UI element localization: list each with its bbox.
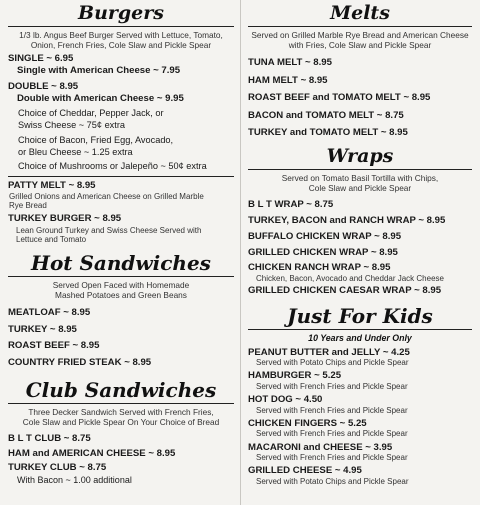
- kids-item: [244, 465, 476, 486]
- menu-item-chicken-ranch-wrap: CHICKEN RANCH WRAP ~ 8.95: [248, 261, 391, 273]
- menu-item-turkey-burger: TURKEY BURGER ~ 8.95: [8, 213, 122, 225]
- left-column: [4, 0, 238, 486]
- chicken-fingers-desc: Served with French Fries and Pickle Spear: [256, 429, 408, 439]
- choice-cheese-1: Choice of Cheddar, Pepper Jack, or: [18, 108, 164, 119]
- hot-intro-2: Mashed Potatoes and Green Beans: [55, 290, 187, 301]
- kids-item: [244, 347, 476, 368]
- column-divider: [240, 0, 241, 505]
- menu-item-double: DOUBLE ~ 8.95: [8, 80, 79, 92]
- grilled-cheese-desc: Served with Potato Chips and Pickle Spear: [256, 476, 409, 486]
- choice-bacon-1: Choice of Bacon, Fried Egg, Avocado,: [18, 134, 174, 145]
- melts-intro-1: Served on Grilled Marble Rye Bread and American Cheese: [251, 30, 469, 40]
- hamburger-desc: Served with French Fries and Pickle Spear: [256, 381, 408, 391]
- burgers-heading: Burgers: [78, 2, 164, 24]
- menu-item-turkey: TURKEY ~ 8.95: [8, 323, 77, 335]
- choice-bacon-2: or Bleu Cheese ~ 1.25 extra: [18, 147, 133, 158]
- kids-item: [244, 394, 476, 415]
- menu-item-turkey-bacon-ranch-wrap: TURKEY, BACON and RANCH WRAP ~ 8.95: [248, 214, 446, 226]
- turkey-burger-desc-2: Lettuce and Tomato: [16, 234, 87, 244]
- melts-rule: [248, 26, 472, 27]
- menu-item-roast-beef-melt: ROAST BEEF and TOMATO MELT ~ 8.95: [248, 92, 431, 103]
- club-rule: [8, 403, 234, 404]
- kids-rule: [248, 329, 472, 330]
- kids-item: [244, 418, 476, 439]
- menu-item-turkey-tomato-melt: TURKEY and TOMATO MELT ~ 8.95: [248, 127, 408, 138]
- menu-item-mac-cheese: MACARONI and CHEESE ~ 3.95: [248, 441, 393, 453]
- wraps-intro-2: Cole Slaw and Pickle Spear: [308, 182, 412, 193]
- turkey-burger-desc-1: Lean Ground Turkey and Swiss Cheese Served with: [16, 225, 202, 235]
- kids-heading: Just For Kids: [287, 303, 433, 328]
- wraps-heading: Wraps: [326, 144, 394, 167]
- hot-rule: [8, 276, 234, 277]
- menu-item-ham-cheese: HAM and AMERICAN CHEESE ~ 8.95: [8, 448, 176, 460]
- menu-item-blt-club: B L T CLUB ~ 8.75: [8, 433, 91, 445]
- club-intro-1: Three Decker Sandwich Served with French Fries,: [28, 407, 214, 418]
- menu-item-caesar-wrap: GRILLED CHICKEN CAESAR WRAP ~ 8.95: [248, 284, 442, 296]
- club-sandwiches-heading: Club Sandwiches: [25, 378, 217, 403]
- hot-sandwiches-heading: Hot Sandwiches: [31, 251, 211, 276]
- wraps-rule: [248, 169, 472, 170]
- menu-item-hamburger: HAMBURGER ~ 5.25: [248, 370, 342, 382]
- patty-melt-desc-1: Grilled Onions and American Cheese on Grilled Marble: [9, 191, 204, 201]
- menu-item-meatloaf: MEATLOAF ~ 8.95: [8, 307, 91, 319]
- bacon-addon: With Bacon ~ 1.00 additional: [17, 475, 132, 486]
- menu-item-turkey-club: TURKEY CLUB ~ 8.75: [8, 462, 107, 474]
- menu-item-grilled-chicken-wrap: GRILLED CHICKEN WRAP ~ 8.95: [248, 246, 398, 258]
- menu-item-pbj: PEANUT BUTTER and JELLY ~ 4.25: [248, 346, 410, 358]
- burgers-intro-2: Onion, French Fries, Cole Slaw and Pickle Spear: [30, 40, 212, 50]
- burgers-intro-1: 1/3 lb. Angus Beef Burger Served with Lettuce, Tomato,: [19, 30, 223, 40]
- choice-mushrooms: Choice of Mushrooms or Jalepeño ~ 50¢ extra: [18, 161, 207, 172]
- hot-intro-1: Served Open Faced with Homemade: [52, 280, 190, 291]
- burgers-rule: [8, 26, 234, 27]
- chicken-ranch-desc: Chicken, Bacon, Avocado and Cheddar Jack Cheese: [256, 273, 444, 283]
- menu-item-blt-wrap: B L T WRAP ~ 8.75: [248, 198, 334, 210]
- melts-heading: Melts: [330, 2, 390, 24]
- menu-item-ham-melt: HAM MELT ~ 8.95: [248, 74, 328, 86]
- melts-intro-2: with Fries, Cole Slaw and Pickle Spear: [288, 40, 432, 50]
- menu-item-double-cheese: Double with American Cheese ~ 9.95: [17, 92, 184, 104]
- menu-item-tuna-melt: TUNA MELT ~ 8.95: [248, 57, 332, 68]
- menu-item-chicken-fingers: CHICKEN FINGERS ~ 5.25: [248, 417, 367, 429]
- hot-dog-desc: Served with French Fries and Pickle Spear: [256, 405, 408, 415]
- kids-item: [244, 442, 476, 463]
- menu-item-patty-melt: PATTY MELT ~ 8.95: [8, 179, 96, 191]
- choice-cheese-2: Swiss Cheese ~ 75¢ extra: [18, 120, 125, 131]
- menu-item-hot-dog: HOT DOG ~ 4.50: [248, 394, 323, 406]
- wraps-intro-1: Served on Tomato Basil Tortilla with Chips,: [281, 172, 439, 183]
- menu-item-roast-beef: ROAST BEEF ~ 8.95: [8, 340, 100, 352]
- kids-subtitle: 10 Years and Under Only: [308, 332, 412, 343]
- patty-melt-desc-2: Rye Bread: [9, 201, 47, 211]
- club-intro-2: Cole Slaw and Pickle Spear On Your Choice of Bread: [22, 417, 220, 428]
- menu-item-grilled-cheese: GRILLED CHEESE ~ 4.95: [248, 465, 362, 477]
- kids-item: [244, 370, 476, 391]
- menu-item-bacon-tomato-melt: BACON and TOMATO MELT ~ 8.75: [248, 109, 404, 121]
- mac-cheese-desc: Served with French Fries and Pickle Spear: [256, 453, 408, 463]
- right-column: [244, 0, 476, 486]
- menu-item-country-fried-steak: COUNTRY FRIED STEAK ~ 8.95: [8, 356, 152, 368]
- menu-item-single-cheese: Single with American Cheese ~ 7.95: [17, 65, 181, 77]
- pbj-desc: Served with Potato Chips and Pickle Spear: [256, 358, 409, 368]
- menu-item-single: SINGLE ~ 6.95: [8, 53, 74, 64]
- menu-item-buffalo-chicken-wrap: BUFFALO CHICKEN WRAP ~ 8.95: [248, 230, 402, 242]
